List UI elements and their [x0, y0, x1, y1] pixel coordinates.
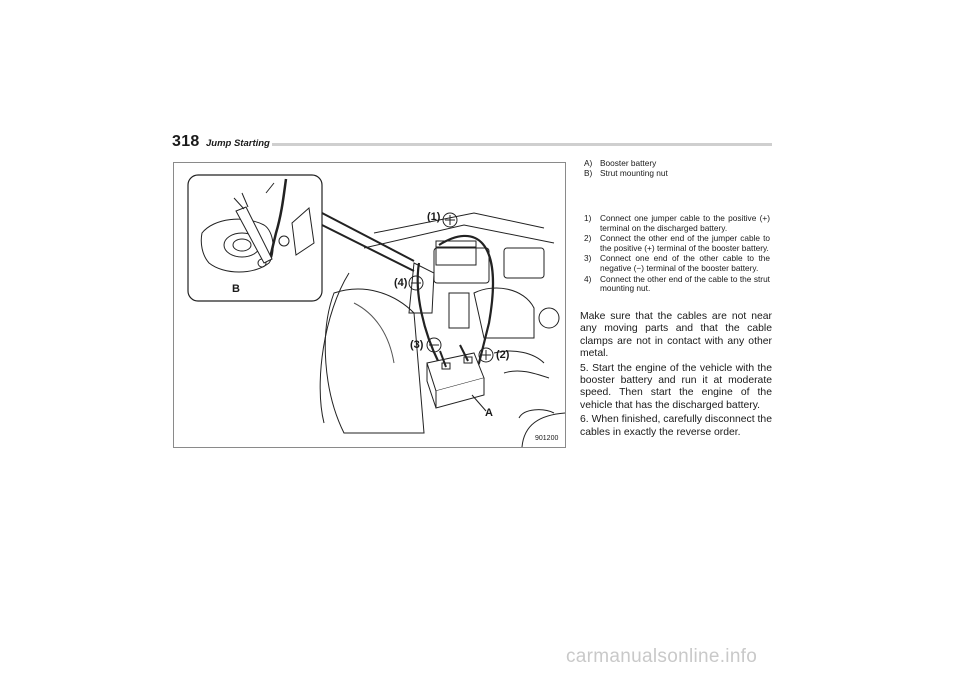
section-title: Jump Starting	[206, 138, 270, 149]
engine-bay-drawing	[174, 163, 565, 447]
label-b: B	[232, 283, 240, 295]
step-text: Connect one end of the other cable to the negative (−) terminal of the booster battery.	[600, 253, 770, 273]
callout-3: (3)	[410, 339, 424, 351]
discharged-battery	[436, 241, 476, 265]
body-text	[580, 311, 772, 441]
step-key: 3)	[584, 253, 592, 264]
paragraph: 5. Start the engine of the vehicle with the booster battery and run it at moderate speed. Then start the engine of the vehicle that has the discharged battery.	[580, 362, 772, 411]
step-key: 1)	[584, 213, 592, 223]
step-list	[584, 214, 770, 295]
callout-1: (1)	[427, 211, 441, 223]
header-rule	[272, 143, 772, 146]
figure-code: 901200	[535, 435, 559, 442]
legend-key: B)	[584, 168, 593, 179]
paragraph: Make sure that the cables are not near any moving parts and that the cable clamps are not in contact with any other metal.	[580, 311, 772, 360]
step-text: Connect the other end of the cable to the strut mounting nut.	[600, 273, 770, 294]
step-item	[584, 214, 770, 233]
step-item	[584, 275, 770, 294]
page-header	[172, 133, 772, 153]
step-text: Connect one jumper cable to the positive (+) terminal on the discharged battery.	[600, 213, 770, 233]
legend-item	[584, 168, 770, 178]
hood-edge	[374, 213, 544, 233]
legend-text: Booster battery	[600, 158, 657, 168]
jump-start-illustration	[173, 162, 566, 448]
step-key: 4)	[584, 273, 592, 284]
step-text: Connect the other end of the jumper cable to the positive (+) terminal of the booster battery.	[600, 233, 770, 253]
step-item	[584, 254, 770, 273]
legend-text: Strut mounting nut	[600, 168, 668, 179]
label-a: A	[485, 407, 493, 419]
step-item	[584, 234, 770, 253]
callout-4: (4)	[394, 277, 408, 289]
figure-legend	[584, 158, 770, 178]
fender-line	[320, 273, 349, 423]
page-number: 318	[172, 133, 200, 150]
legend-key: A)	[584, 158, 593, 168]
positive-cable	[439, 236, 493, 371]
step-key: 2)	[584, 233, 592, 244]
watermark: carmanualsonline.info	[566, 646, 758, 667]
paragraph: 6. When finished, carefully disconnect the cables in exactly the reverse order.	[580, 414, 772, 438]
legend-item	[584, 158, 770, 168]
callout-2: (2)	[496, 349, 510, 361]
